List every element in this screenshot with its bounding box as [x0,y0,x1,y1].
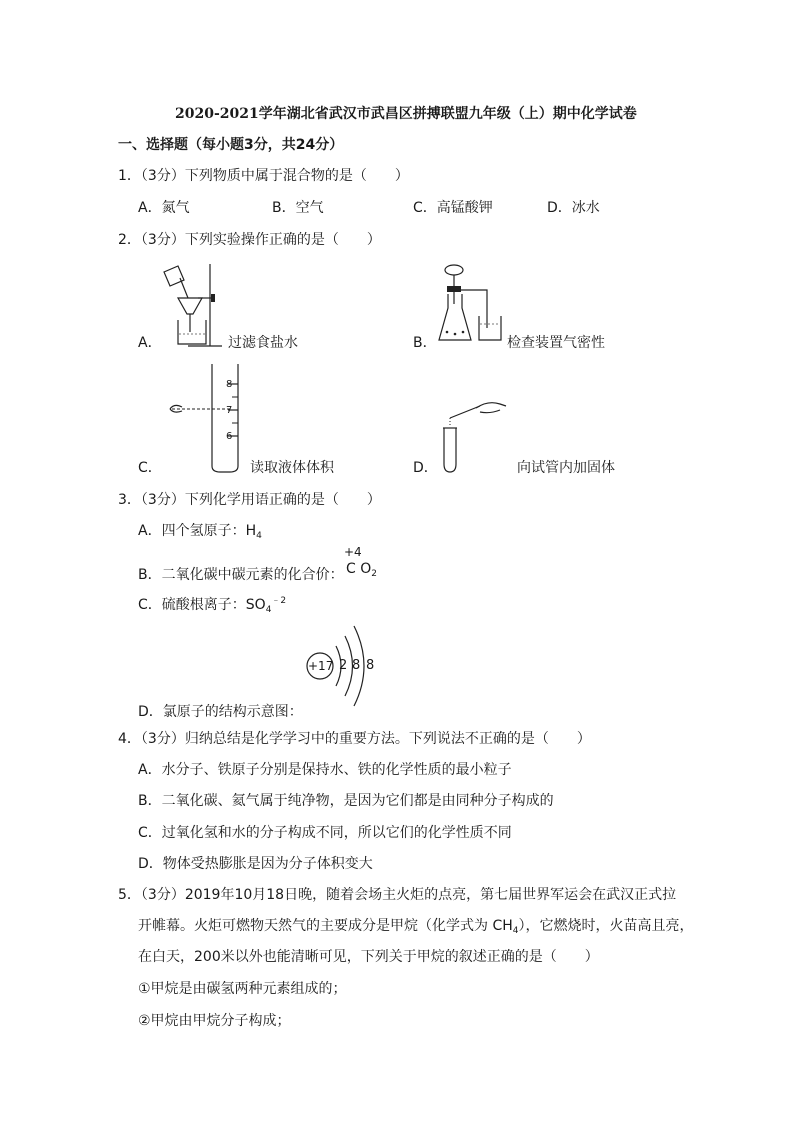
question-4-option-d[interactable]: D．物体受热膨胀是因为分子体积变大 [138,856,373,872]
question-3-option-c[interactable] [138,593,286,615]
question-2-option-c-caption: 读取液体体积 [250,460,334,476]
filtration-apparatus-image [158,262,223,350]
cylinder-tick-6: 6 [226,431,233,442]
question-1-option-a[interactable]: A．氮气 [138,200,190,216]
electron-shell-3: 8 [366,658,375,673]
section-heading: 一、选择题（每小题3分，共24分） [118,137,344,153]
question-5-stem-line-1: 5．（3分）2019年10月18日晚，随着会场主火炬的点亮，第七届世界军运会在武汉正式拉 [118,887,677,903]
question-1-option-d[interactable]: D．冰水 [547,200,600,216]
question-3-option-a-subscript: 4 [256,531,262,541]
question-3-option-c-text: C．硫酸根离子：SO [138,597,266,613]
question-3-option-b[interactable]: B．二氧化碳中碳元素的化合价： [138,567,344,583]
line-2-part-a: 开帷幕。火炬可燃物天然气的主要成分是甲烷（化学式为 CH [138,918,513,934]
question-2-option-d-letter[interactable]: D． [413,460,438,476]
question-3-option-c-charge: ﹣2 [271,596,287,606]
test-tube-image [440,398,510,474]
line-2-part-b: ），它燃烧时，火苗高且亮， [518,918,694,934]
methane-subscript: 4 [512,926,519,936]
question-5-item-2: ②甲烷由甲烷分子构成； [138,1013,291,1029]
electron-shell-1: 2 [339,658,348,673]
page-title: 2020-2021学年湖北省武汉市武昌区拼搏联盟九年级（上）期中化学试卷 [175,106,637,122]
question-4-stem: 4．（3分）归纳总结是化学学习中的重要方法。下列说法不正确的是（ ） [118,731,591,747]
question-5-item-1: ①甲烷是由碳氢两种元素组成的； [138,981,347,997]
question-4-option-b[interactable]: B．二氧化碳、氦气属于纯净物，是因为它们都是由同种分子构成的 [138,793,554,809]
question-2-option-c-letter[interactable]: C． [138,460,162,476]
airtightness-apparatus-image [437,262,507,350]
cylinder-tick-8: 8 [226,379,233,390]
question-2-option-d-caption: 向试管内加固体 [517,460,615,476]
question-2-option-a-caption: 过滤食盐水 [228,335,298,351]
question-3-option-a-text: A．四个氢原子：H [138,523,257,539]
question-2-option-a-letter[interactable]: A． [138,335,162,351]
question-3-option-d[interactable]: D．氯原子的结构示意图： [138,704,303,720]
graduated-cylinder-image [168,362,248,474]
electron-shell-2: 8 [352,658,361,673]
question-2-option-b-letter[interactable]: B． [413,335,437,351]
question-1-stem: 1．（3分）下列物质中属于混合物的是（ ） [118,168,409,184]
question-4-option-a[interactable]: A．水分子、铁原子分别是保持水、铁的化学性质的最小粒子 [138,762,512,778]
question-2-stem: 2．（3分）下列实验操作正确的是（ ） [118,232,381,248]
question-5-stem-line-3: 在白天，200米以外也能清晰可见，下列关于甲烷的叙述正确的是（ ） [138,949,599,965]
question-2-option-b-caption: 检查装置气密性 [507,335,605,351]
formula-text: C O [346,561,372,577]
question-4-option-c[interactable]: C．过氧化氢和水的分子构成不同，所以它们的化学性质不同 [138,825,512,841]
question-5-stem-line-2 [138,915,694,936]
carbon-dioxide-formula [346,561,377,579]
formula-subscript: 2 [371,569,377,579]
atom-nucleus: +17 [308,659,334,673]
question-3-option-c-subscript: 4 [265,605,272,615]
question-3-option-a[interactable] [138,520,262,541]
question-1-option-b[interactable]: B．空气 [272,200,324,216]
question-3-stem: 3．（3分）下列化学用语正确的是（ ） [118,492,381,508]
question-1-option-c[interactable]: C．高锰酸钾 [413,200,493,216]
cylinder-tick-7: 7 [226,405,233,416]
valence-label: +4 [344,545,362,559]
